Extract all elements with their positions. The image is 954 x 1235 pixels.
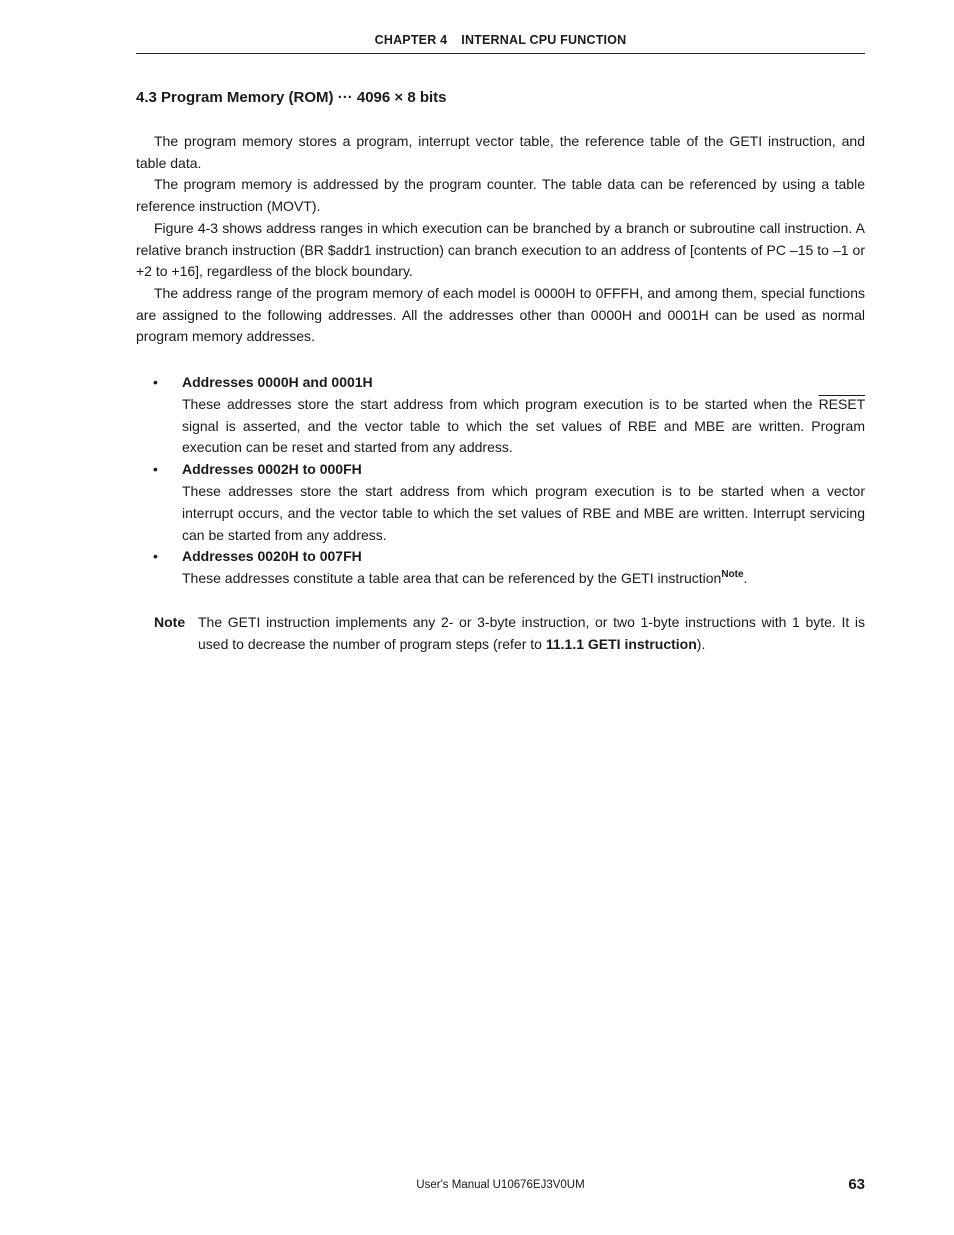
note-text: The GETI instruction implements any 2- or 3-byte instruction, or two 1-byte instructions with 1 byte. It is used to decrease the number of program steps (refer to 11.1.1 GETI instruction). (198, 614, 865, 652)
page-number: 63 (848, 1176, 865, 1193)
paragraph-2: The program memory is addressed by the program counter. The table data can be referenced by using a table reference instruction (MOVT). (136, 176, 865, 215)
bullet-heading: Addresses 0002H to 000FH (182, 461, 362, 478)
paragraph-4: The address range of the program memory of each model is 0000H to 0FFFH, and among them, special functions are assigned to the following addresses. All the addresses other than 0000H and 0001H can be used as normal program memory addresses. (136, 284, 865, 345)
bullet-text: These addresses store the start address from which program execution is to be started when the RESET signal is asserted, and the vector table to which the set values of RBE and MBE are written. Program execution can be reset and started from any address. (182, 395, 865, 456)
chapter-title: INTERNAL CPU FUNCTION (461, 33, 627, 47)
list-item (136, 459, 865, 546)
note-reference: Note (721, 569, 744, 581)
bullet-text: These addresses store the start address from which program execution is to be started when a vector interrupt occurs, and the vector table to which the set values of RBE and MBE are written. Interrupt servicing can be started from any address. (182, 482, 865, 543)
section-title: 4.3 Program Memory (ROM) ··· 4096 × 8 bits (136, 89, 447, 106)
reset-signal: RESET (818, 395, 865, 412)
bullet-heading: Addresses 0020H to 007FH (182, 548, 362, 565)
cross-reference: 11.1.1 GETI instruction (545, 636, 697, 652)
bullet-heading: Addresses 0000H and 0001H (182, 374, 373, 390)
chapter-number: CHAPTER 4 (374, 33, 448, 47)
bullet-marker: • (153, 374, 158, 390)
note-label: Note (154, 614, 186, 630)
note-block (154, 611, 865, 655)
bullet-text: These addresses constitute a table area that can be referenced by the GETI instruction$^{Note}$. (182, 569, 748, 587)
paragraph-1: The program memory stores a program, interrupt vector table, the reference table of the GETI instruction, and table data. (136, 133, 865, 171)
list-item (136, 546, 865, 590)
bullet-marker: • (153, 461, 158, 478)
paragraph-3: Figure 4-3 shows address ranges in which execution can be branched by a branch or subroutine call instruction. A relative branch instruction (BR $addr1 instruction) can branch execution to an address of [contents of PC –15 to –1 or +2 to +16], regardless of the block boundary. (136, 219, 865, 280)
list-item (136, 372, 865, 459)
page-header (136, 33, 865, 47)
bullet-marker: • (153, 548, 158, 565)
footer-manual-id: User's Manual U10676EJ3V0UM (416, 1179, 585, 1191)
header-rule (136, 53, 865, 54)
address-list (136, 372, 865, 590)
body-paragraphs (136, 131, 865, 348)
